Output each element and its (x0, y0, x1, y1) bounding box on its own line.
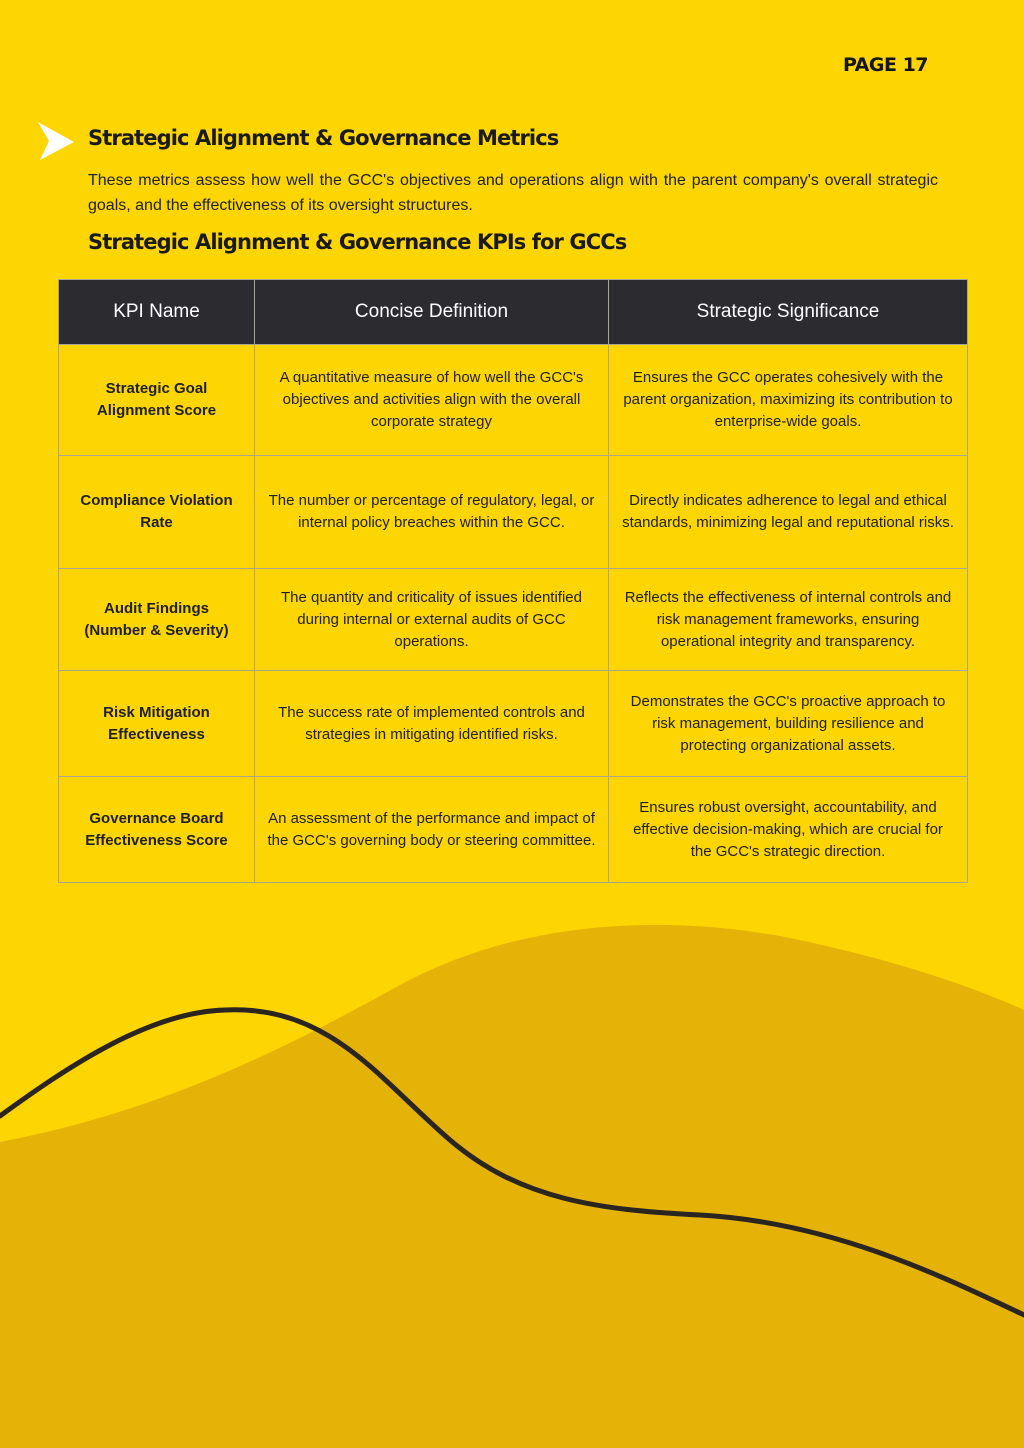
definition-cell: An assessment of the performance and impact of the GCC's governing body or steering committee. (255, 777, 609, 883)
table-row (59, 569, 968, 671)
table-title: Strategic Alignment & Governance KPIs for GCCs (88, 230, 627, 254)
table-row (59, 345, 968, 456)
definition-cell: The quantity and criticality of issues identified during internal or external audits of GCC operations. (255, 569, 609, 671)
column-header-definition: Concise Definition (255, 280, 609, 345)
table-row (59, 456, 968, 569)
kpi-name-cell: Governance Board Effectiveness Score (59, 777, 255, 883)
intro-paragraph: These metrics assess how well the GCC's objectives and operations align with the parent company's overall strategic goals, and the effectiveness of its oversight structures. (88, 172, 938, 214)
section-title: Strategic Alignment & Governance Metrics (88, 126, 559, 150)
kpi-name-cell: Risk Mitigation Effectiveness (59, 671, 255, 777)
definition-cell: The success rate of implemented controls and strategies in mitigating identified risks. (255, 671, 609, 777)
significance-cell: Ensures the GCC operates cohesively with the parent organization, maximizing its contribution to enterprise-wide goals. (609, 345, 968, 456)
table-header-row (59, 280, 968, 345)
column-header-kpi-name: KPI Name (59, 280, 255, 345)
table-row (59, 671, 968, 777)
table-row (59, 777, 968, 883)
significance-cell: Demonstrates the GCC's proactive approach to risk management, building resilience and protecting organizational assets. (609, 671, 968, 777)
wave-fill-shape (0, 925, 1024, 1448)
significance-cell: Directly indicates adherence to legal and ethical standards, minimizing legal and reputational risks. (609, 456, 968, 569)
significance-cell: Ensures robust oversight, accountability, and effective decision-making, which are crucial for the GCC's strategic direction. (609, 777, 968, 883)
arrow-right-icon (38, 122, 74, 160)
page-number: PAGE 17 (843, 54, 929, 76)
column-header-significance: Strategic Significance (609, 280, 968, 345)
definition-cell: The number or percentage of regulatory, legal, or internal policy breaches within the GCC. (255, 456, 609, 569)
kpi-name-cell: Strategic Goal Alignment Score (59, 345, 255, 456)
kpi-table (58, 279, 968, 883)
definition-cell: A quantitative measure of how well the GCC's objectives and activities align with the overall corporate strategy (255, 345, 609, 456)
kpi-name-cell: Audit Findings (Number & Severity) (59, 569, 255, 671)
significance-cell: Reflects the effectiveness of internal controls and risk management frameworks, ensuring operational integrity and transparency. (609, 569, 968, 671)
kpi-name-cell: Compliance Violation Rate (59, 456, 255, 569)
